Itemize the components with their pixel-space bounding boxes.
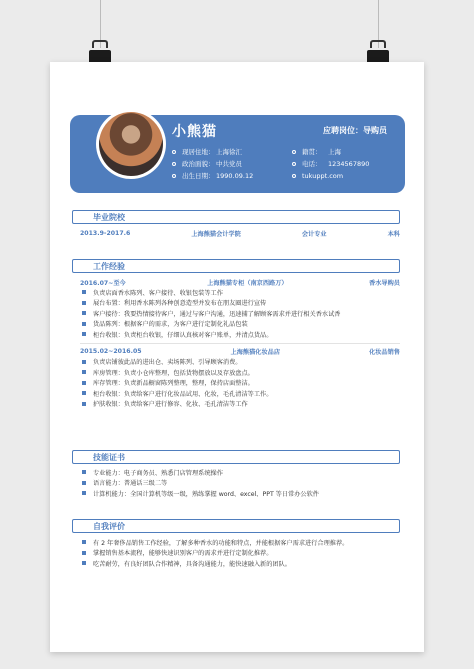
list-item: 掌握销售基本流程，能够快速识别客户的需求并进行定制化推荐。 (80, 548, 400, 559)
education-degree: 本科 (387, 230, 400, 238)
job-header: 2015.02~2016.05 上海熊猫化妆品店 化妆品销售 (80, 348, 400, 356)
self-evaluation-block (80, 537, 400, 569)
list-item: 负责店面香水陈列、客户接待、收银包装等工作 (80, 287, 400, 298)
avatar (96, 109, 166, 179)
personal-info-left: 现居住地： 上海徐汇 政治面貌： 中共党员 出生日期： 1990.09.12 (172, 146, 253, 182)
bullet-icon (172, 150, 176, 154)
bullet-icon (172, 174, 176, 178)
bullet-icon (172, 162, 176, 166)
education-major: 会计专业 (301, 230, 327, 238)
resume-paper (50, 62, 424, 652)
list-item: 库房管理：负责小仓库整理，包括货物摆放以及存放盘点。 (80, 367, 400, 378)
list-item: 柜台收银：负责柜台收银，仔细认真核对客户账单，并清点货品。 (80, 329, 400, 340)
candidate-name: 小熊猫 (172, 124, 217, 140)
bullet-icon (292, 150, 296, 154)
list-item: 护肤收银：负责给客户进行修容、化妆、毛孔清洁等工作 (80, 399, 400, 410)
bullet-icon (292, 174, 296, 178)
list-item: 吃苦耐劳，有良好团队合作精神，具备沟通能力，能快速融入新的团队。 (80, 558, 400, 569)
list-item: 语言能力：普通话三级二等 (80, 478, 400, 489)
education-block (80, 228, 400, 238)
job-target: 应聘岗位：导购员 (323, 126, 387, 135)
job-header: 2016.07~至今 上海熊猫专柜（南京西路万） 香水导购员 (80, 279, 400, 287)
list-item: 负责店铺彼此品的进出仓、卖场陈列、引导顾客消费。 (80, 357, 400, 368)
list-item: 客户接待：我要热情接待客户，通过与客户沟通，迅速捕了解顾客需求并进行相关香水试香 (80, 308, 400, 319)
section-self-evaluation: 自我评价 (72, 519, 400, 533)
education-school: 上海熊猫会计学院 (191, 230, 241, 238)
education-period: 2013.9-2017.6 (80, 229, 131, 237)
list-item: 库存管理：负责新品橱窗陈列整理，整理，保持店面整洁。 (80, 378, 400, 389)
section-skills: 技能证书 (72, 450, 400, 464)
list-item: 计算机能力：全国计算机等级一级，熟练掌握 word、excel、PPT 等日常办公软件 (80, 488, 400, 499)
section-experience: 工作经验 (72, 259, 400, 273)
resume-header (70, 115, 405, 193)
experience-block (80, 277, 400, 409)
list-item: 展台布置：利用香水陈列各种创意造型并发布在朋友圈进行宣传 (80, 298, 400, 309)
list-item: 货品陈列：根据客户的需求，为客户进行定制化礼品包装 (80, 319, 400, 330)
personal-info-right: 籍贯： 上海 电话： 1234567890 tukuppt.com (292, 146, 369, 182)
list-item: 专业能力：电子商务员、熟悉门店管理系统操作 (80, 467, 400, 478)
bullet-icon (292, 162, 296, 166)
list-item: 有 2 年奢侈品销售工作经验，了解多种香水的功能和特点，并能根据客户需求进行合理推荐。 (80, 537, 400, 548)
skills-block (80, 467, 400, 499)
section-education: 毕业院校 (72, 210, 400, 224)
list-item: 柜台收银：负责给客户进行化妆品试用、化妆，毛孔清洁等工作。 (80, 388, 400, 399)
